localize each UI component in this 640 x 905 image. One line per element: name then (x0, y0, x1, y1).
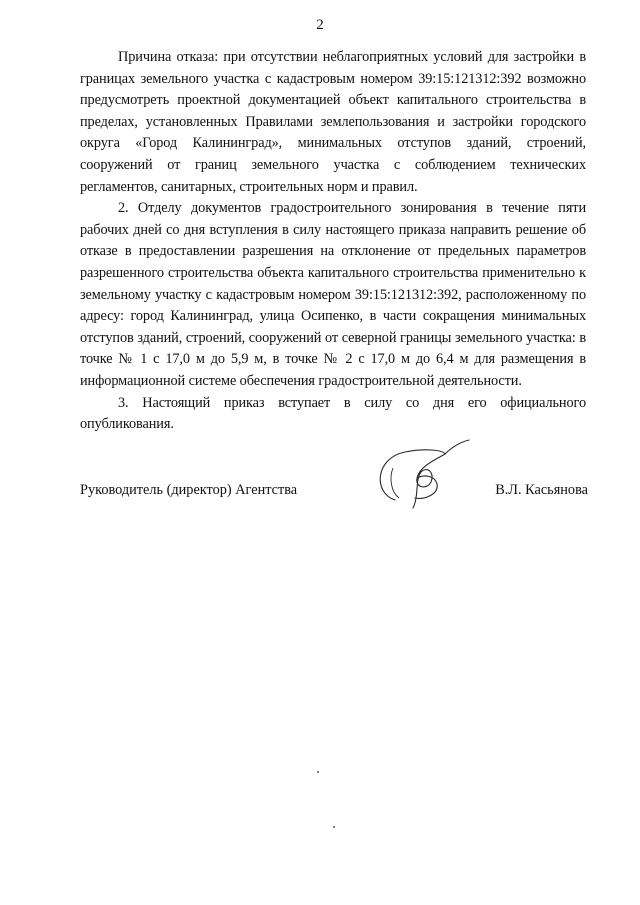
signature-block (80, 478, 588, 508)
signatory-title: Руководитель (директор) Агентства (80, 482, 298, 498)
item-3-paragraph: 3. Настоящий приказ вступает в силу со дня его официального опубликования. (80, 394, 586, 433)
scan-speck (317, 771, 319, 773)
item-2-paragraph: 2. Отделу документов градостроительного зонирования в течение пяти рабочих дней со дня вступления в силу настоящего приказа направить решение об отказе в предоставлении разрешения на отклонение от предельных параметров разрешенного строительства объекта капитального строительства применительно к земельному участку с кадастровым номером 39:15:121312:392, расположенному по адресу: город Калининград, улица Осипенко, в части сокращения минимальных отступов зданий, строений, сооружений от северной границы земельного участка: в точке № 1 с 17,0 м до 5,9 м, в точке № 2 с 17,0 м до 6,4 м для размещения в информационной системе обеспечения градостроительной деятельности. (80, 200, 586, 389)
page-number: 2 (316, 17, 324, 33)
scan-speck (333, 826, 335, 828)
signatory-name: В.Л. Касьянова (495, 482, 588, 498)
refusal-reason-paragraph: Причина отказа: при отсутствии неблагоприятных условий для застройки в границах земельного участка с кадастровым номером 39:15:121312:392 возможно предусмотреть проектной документацией объект капитального строительства в пределах, установленных Правилами землепользования и застройки городского округа «Город Калининград», минимальных отступов зданий, строений, сооружений от границ земельного участка с соблюдением технических регламентов, санитарных, строительных норм и правил. (80, 49, 586, 195)
document-body (80, 47, 586, 436)
handwritten-signature (365, 438, 475, 518)
